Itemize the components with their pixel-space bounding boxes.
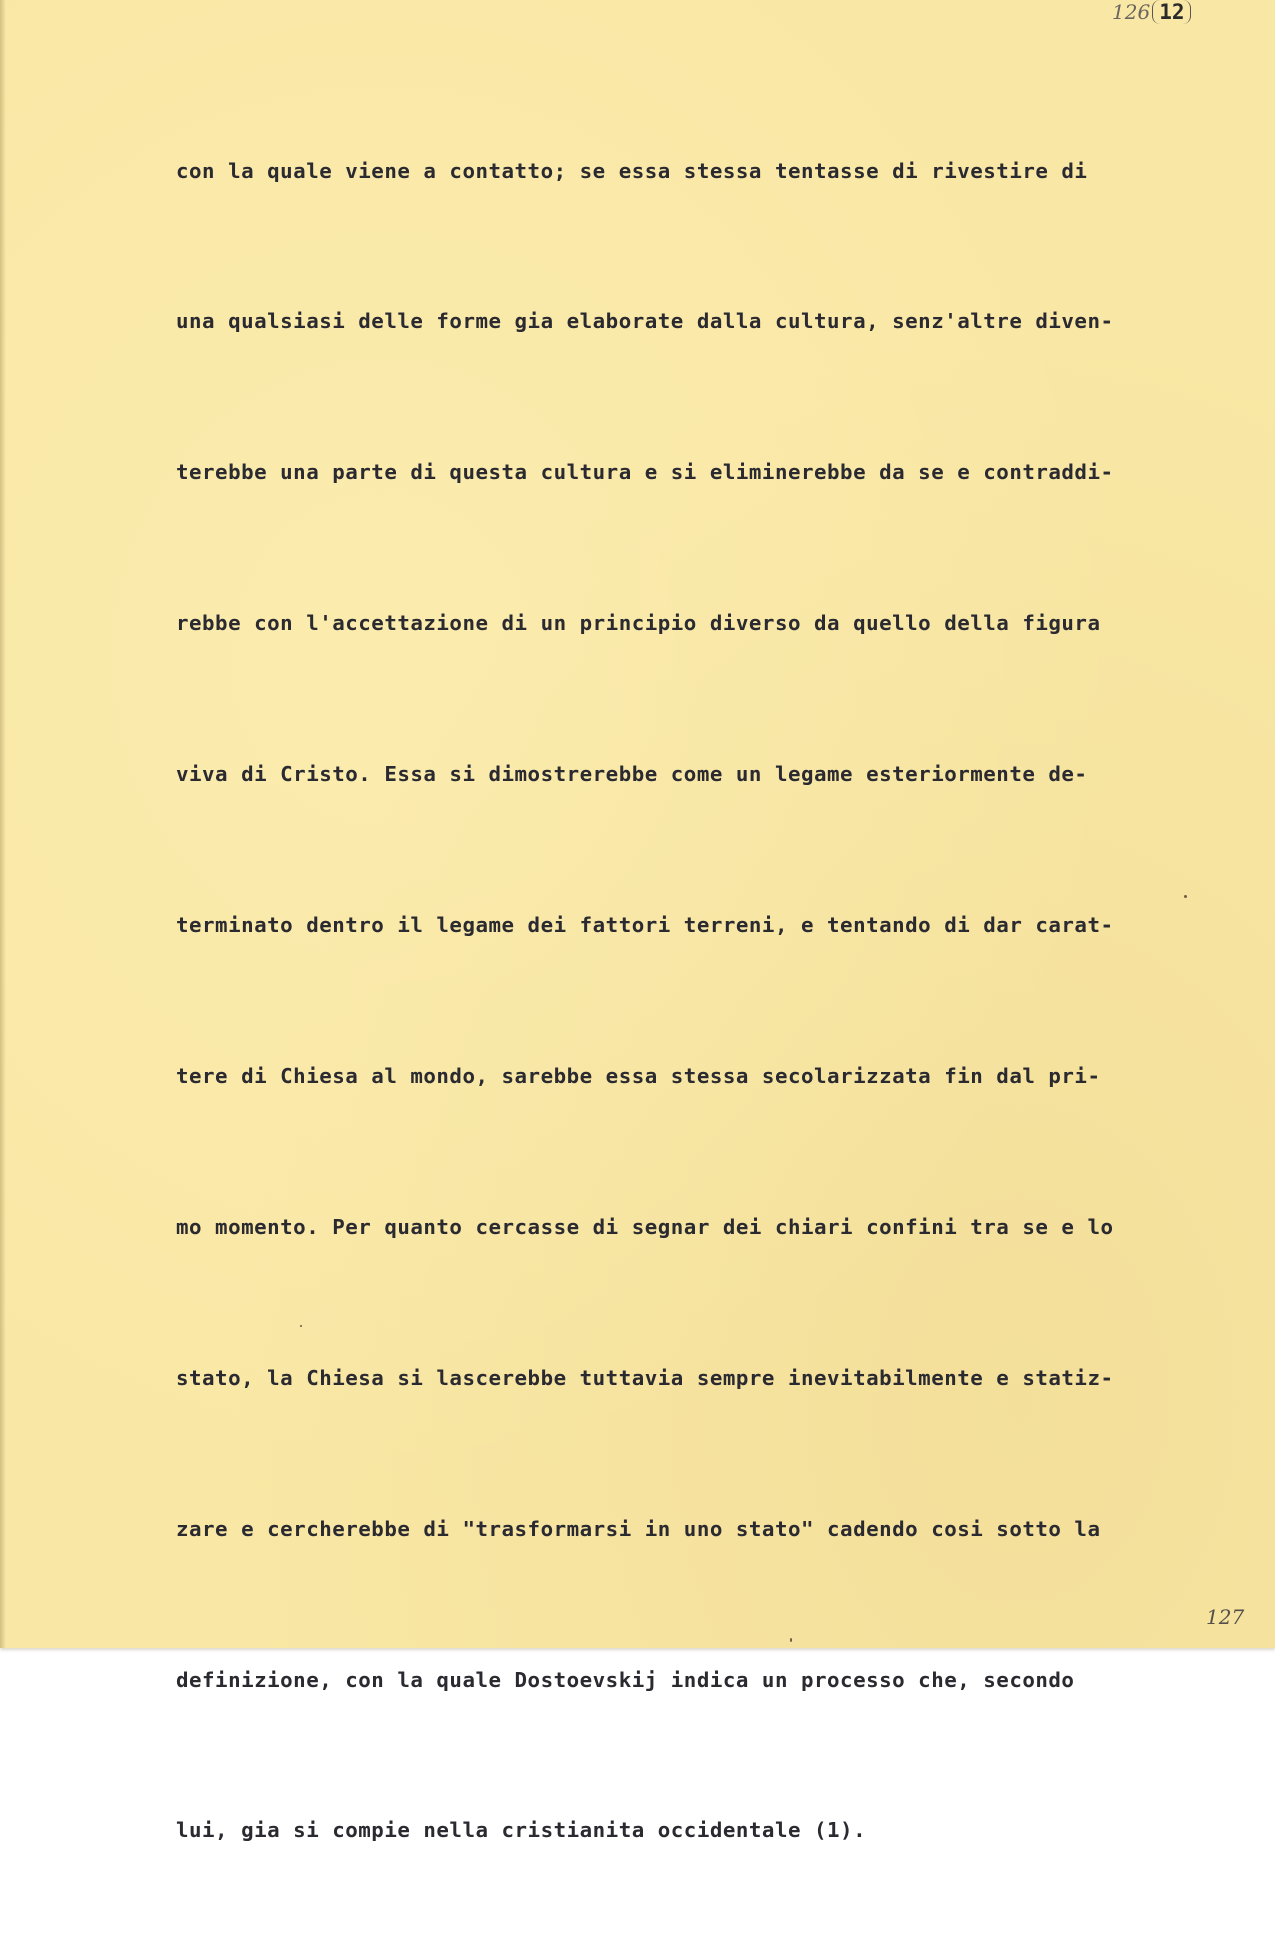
text-line: tere di Chiesa al mondo, sarebbe essa stessa secolarizzata fin dal pri- <box>176 1063 1101 1088</box>
text-line: mo momento. Per quanto cercasse di segnar dei chiari confini tra se e lo <box>176 1214 1114 1239</box>
text-line: stato, la Chiesa si lascerebbe tuttavia sempre inevitabilmente e statiz- <box>176 1365 1114 1390</box>
text-line: zare e cercherebbe di "trasformarsi in uno stato" cadendo cosi sotto la <box>176 1516 1101 1541</box>
archive-number: 126 <box>1112 0 1151 24</box>
paper-speck <box>300 1325 302 1327</box>
text-line: terminato dentro il legame dei fattori terreni, e tentando di dar carat- <box>176 913 1114 938</box>
handwritten-page-number: 127 <box>1206 1605 1245 1629</box>
text-line: terebbe una parte di questa cultura e si eliminerebbe da se e contraddi- <box>176 460 1114 485</box>
text-line: con la quale viene a contatto; se essa stessa tentasse di rivestire di <box>176 158 1088 183</box>
body-text <box>176 45 1256 1956</box>
text-line: lui, gia si compie nella cristianita occidentale (1). <box>176 1818 867 1843</box>
text-line: definizione, con la quale Dostoevskij indica un processo che, secondo <box>176 1667 1075 1692</box>
text-line: rebbe con l'accettazione di un principio diverso da quello della figura <box>176 611 1101 636</box>
page-number: 12 <box>1152 0 1191 24</box>
text-line: una qualsiasi delle forme gia elaborate dalla cultura, senz'altre diven- <box>176 309 1114 334</box>
page-number-stamp <box>1112 0 1191 25</box>
text-line: viva di Cristo. Essa si dimostrerebbe come un legame esteriormente de- <box>176 762 1088 787</box>
scan-edge-shadow <box>0 0 6 1648</box>
paper-speck <box>1184 895 1187 898</box>
paper-speck <box>790 1638 792 1642</box>
